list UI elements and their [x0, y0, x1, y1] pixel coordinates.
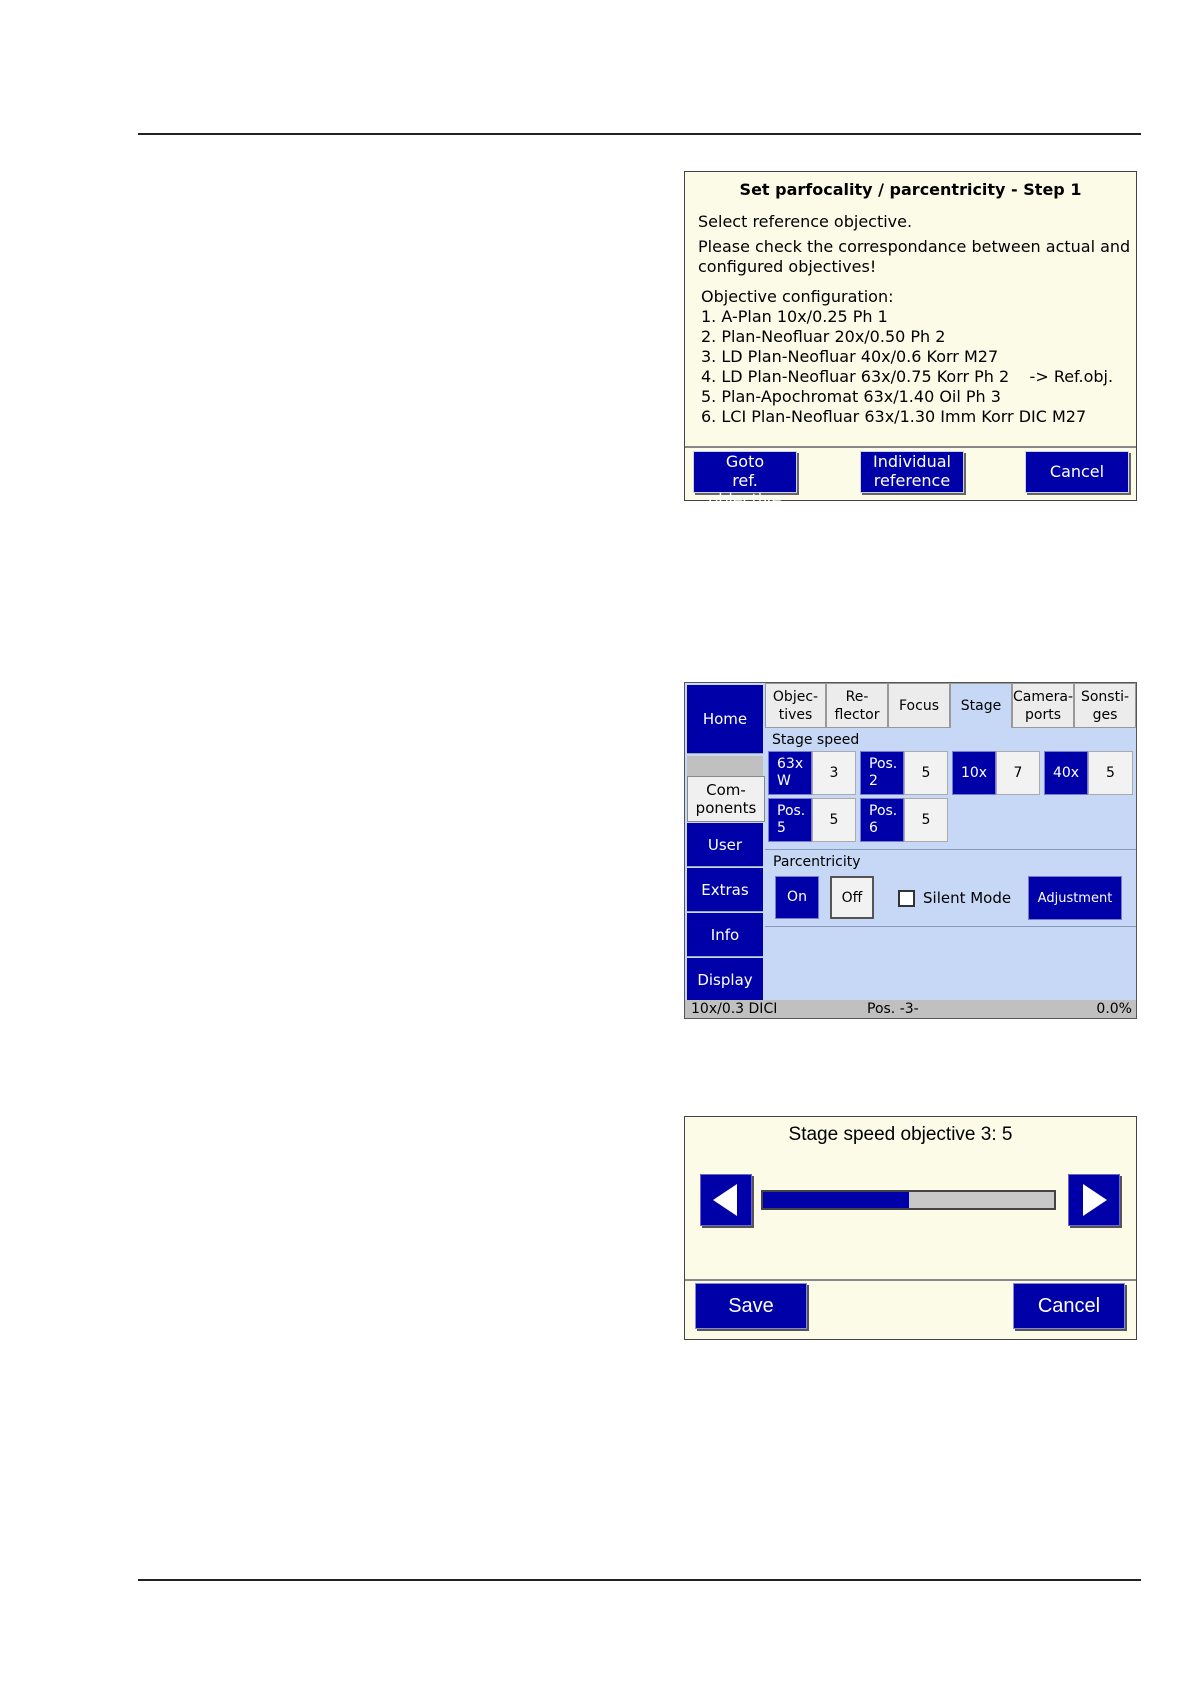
tab-label: Camera- — [1013, 688, 1073, 705]
speed-objective-button[interactable] — [860, 751, 904, 795]
cancel-button[interactable]: Cancel — [1013, 1283, 1125, 1329]
objective-item: 6. LCI Plan-Neofluar 63x/1.30 Imm Korr DIC M27 — [701, 407, 1087, 426]
speed-value[interactable]: 5 — [904, 751, 948, 795]
objective-item: 2. Plan-Neofluar 20x/0.50 Ph 2 — [701, 327, 946, 346]
parcentricity-heading: Parcentricity — [773, 854, 861, 870]
speed-objective-label: 63x — [777, 756, 804, 772]
status-position: Pos. -3- — [867, 1001, 919, 1017]
goto-ref-objective-button[interactable] — [693, 451, 797, 509]
sidebar-item-home[interactable]: Home — [687, 685, 763, 754]
speed-value[interactable]: 5 — [904, 798, 948, 842]
speed-objective-label: Pos. — [869, 803, 898, 819]
dialog-button-bar — [685, 446, 1136, 509]
stage-speed-heading: Stage speed — [772, 732, 860, 748]
status-bar — [685, 1000, 1136, 1018]
section-divider — [765, 849, 1136, 850]
speed-objective-button[interactable] — [860, 798, 904, 842]
speed-value[interactable]: 5 — [1088, 751, 1133, 795]
speed-slider[interactable] — [761, 1190, 1056, 1210]
increase-button[interactable] — [1068, 1174, 1120, 1226]
check-text-2: configured objectives! — [698, 257, 877, 276]
tab-label: Sonsti- — [1080, 688, 1130, 705]
stage-settings-panel — [684, 682, 1137, 1019]
sidebar-item-components[interactable] — [687, 776, 765, 822]
parfocality-dialog — [684, 171, 1137, 509]
button-label-line: reference — [873, 471, 951, 490]
silent-mode-label: Silent Mode — [923, 889, 1012, 907]
sidebar-item-label: ponents — [695, 799, 757, 817]
tab-sonstiges[interactable] — [1074, 683, 1136, 728]
speed-objective-button[interactable]: 40x — [1044, 751, 1088, 795]
tab-focus[interactable]: Focus — [888, 683, 950, 728]
tab-label: Re- — [845, 688, 869, 705]
speed-objective-label: 2 — [869, 773, 878, 789]
parcentricity-on-button[interactable]: On — [775, 876, 819, 919]
instruction-text: Select reference objective. — [698, 212, 913, 231]
tab-label: Objec- — [772, 688, 819, 705]
objective-item: 4. LD Plan-Neofluar 63x/0.75 Korr Ph 2 -> Ref.obj. — [701, 367, 1114, 386]
arrow-right-icon — [1069, 1175, 1119, 1225]
config-heading: Objective configuration: — [701, 287, 894, 306]
save-button[interactable]: Save — [695, 1283, 807, 1329]
section-divider — [765, 926, 1136, 927]
speed-value[interactable]: 7 — [996, 751, 1040, 795]
speed-objective-button[interactable] — [768, 751, 812, 795]
dialog-button-bar — [685, 1279, 1136, 1339]
tab-objectives[interactable] — [765, 683, 826, 728]
check-text-1: Please check the correspondance between actual and — [698, 237, 1131, 256]
objective-item: 1. A-Plan 10x/0.25 Ph 1 — [701, 307, 888, 326]
speed-value[interactable]: 3 — [812, 751, 856, 795]
speed-objective-label: 5 — [777, 820, 786, 836]
cancel-button[interactable]: Cancel — [1025, 451, 1129, 493]
speed-objective-label: 6 — [869, 820, 878, 836]
tab-reflector[interactable] — [826, 683, 888, 728]
tab-label: tives — [778, 706, 813, 723]
tab-cameraports[interactable] — [1012, 683, 1074, 728]
speed-objective-label: W — [777, 773, 791, 789]
status-value: 0.0% — [1096, 1001, 1132, 1017]
sidebar-item-info[interactable]: Info — [687, 913, 763, 957]
status-objective: 10x/0.3 DICI — [691, 1001, 778, 1017]
objective-item: 3. LD Plan-Neofluar 40x/0.6 Korr M27 — [701, 347, 999, 366]
speed-objective-label: Pos. — [777, 803, 806, 819]
button-label-line: Individual — [873, 452, 951, 471]
button-label-line: ref. objective — [708, 471, 782, 509]
speed-value[interactable]: 5 — [812, 798, 856, 842]
speed-objective-button[interactable] — [768, 798, 812, 842]
sidebar-item-label: Com- — [706, 781, 746, 799]
speed-slider-fill — [763, 1192, 909, 1208]
button-label-line: Goto — [725, 452, 765, 471]
individual-reference-button[interactable] — [860, 451, 964, 493]
dialog-title: Stage speed objective 3: 5 — [788, 1124, 1013, 1145]
sidebar-spacer — [687, 756, 763, 776]
decrease-button[interactable] — [700, 1174, 752, 1226]
header-rule — [138, 133, 1141, 135]
speed-objective-button[interactable]: 10x — [952, 751, 996, 795]
silent-mode-checkbox[interactable] — [898, 890, 915, 907]
arrow-left-icon — [701, 1175, 751, 1225]
objective-configuration — [701, 287, 1113, 427]
adjustment-button[interactable]: Adjustment — [1028, 876, 1122, 920]
sidebar — [685, 683, 765, 1001]
tab-label: flector — [834, 706, 880, 723]
parcentricity-off-button[interactable]: Off — [830, 876, 874, 919]
footer-rule — [138, 1579, 1141, 1581]
tab-label: ges — [1092, 706, 1118, 723]
objective-item: 5. Plan-Apochromat 63x/1.40 Oil Ph 3 — [701, 387, 1001, 406]
stage-speed-dialog — [684, 1116, 1137, 1340]
sidebar-item-user[interactable]: User — [687, 823, 763, 867]
speed-objective-label: Pos. — [869, 756, 898, 772]
sidebar-item-extras[interactable]: Extras — [687, 868, 763, 912]
sidebar-item-display[interactable]: Display — [687, 958, 763, 1002]
dialog-title: Set parfocality / parcentricity - Step 1 — [739, 180, 1082, 199]
tab-stage[interactable]: Stage — [950, 683, 1012, 728]
tab-label: ports — [1025, 706, 1061, 723]
